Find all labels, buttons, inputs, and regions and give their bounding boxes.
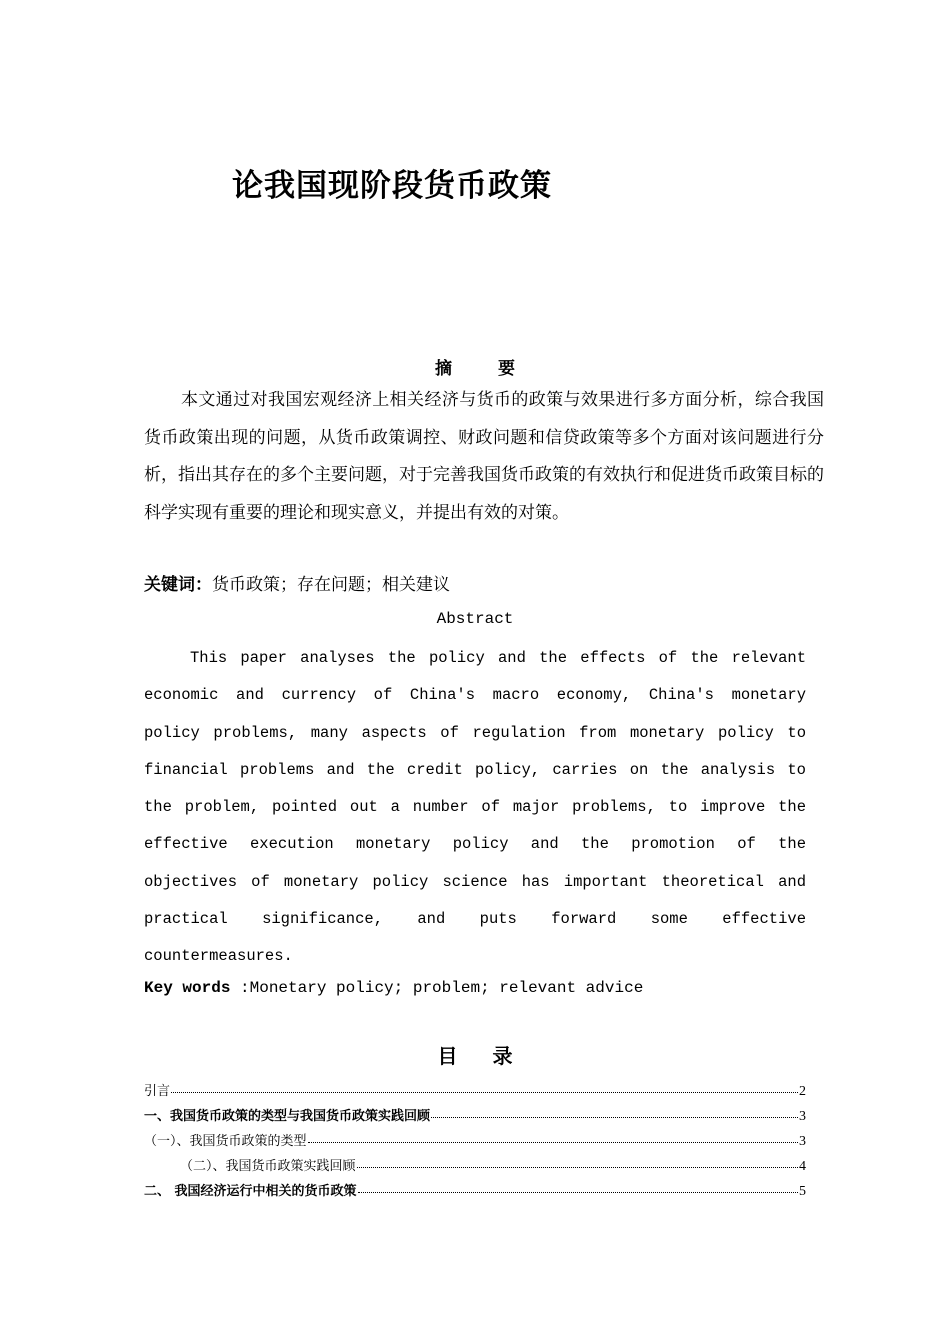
toc-entry-section-1-2[interactable]: [144, 1155, 806, 1180]
toc-entry-page: 5: [799, 1184, 806, 1199]
keywords-cn-value: 货币政策；存在问题；相关建议: [212, 575, 450, 595]
toc-leader-dots: [171, 1092, 798, 1093]
keywords-en-value: :Monetary policy; problem; relevant advice: [230, 979, 644, 997]
keywords-en-label: Key words: [144, 979, 231, 997]
toc-leader-dots: [357, 1167, 798, 1168]
document-title: 论我国现阶段货币政策: [232, 168, 552, 204]
toc-leader-dots: [431, 1117, 798, 1118]
toc-entry-text: （一）、我国货币政策的类型: [144, 1134, 307, 1149]
toc-entry-chapter-2[interactable]: [144, 1180, 806, 1205]
toc-entry-text: 二、 我国经济运行中相关的货币政策: [144, 1184, 357, 1199]
toc-heading: 目 录: [437, 1044, 527, 1068]
toc-entry-page: 3: [799, 1134, 806, 1149]
toc-entry-text: 一、我国货币政策的类型与我国货币政策实践回顾: [144, 1109, 431, 1124]
toc-entry-intro[interactable]: [144, 1080, 806, 1105]
keywords-cn-label: 关键词：: [144, 575, 212, 595]
toc-entry-page: 3: [799, 1109, 806, 1124]
table-of-contents: [144, 1080, 806, 1205]
abstract-en-body: This paper analyses the policy and the effects of the relevant economic and currency of China's macro economy, China's monetary policy problems, many aspects of regulation from monetary policy to financial problems and the credit policy, carries on the analysis to the problem, pointed out a number of major problems, to improve the effective execution monetary policy and the promotion of the objectives of monetary policy science has important theoretical and practical significance, and puts forward some effective countermeasures.: [144, 649, 806, 966]
keywords-cn: [144, 570, 450, 600]
abstract-en-heading: Abstract: [436, 610, 514, 628]
abstract-cn-body: 本文通过对我国宏观经济上相关经济与货币的政策与效果进行多方面分析，综合我国货币政策出现的问题，从货币政策调控、财政问题和信贷政策等多个方面对该问题进行分析，指出其存在的多个主要问题，对于完善我国货币政策的有效执行和促进货币政策目标的科学实现有重要的理论和现实意义，并提出有效的对策。: [144, 390, 824, 523]
toc-entry-page: 2: [799, 1084, 806, 1099]
toc-entry-text: （二）、我国货币政策实践回顾: [180, 1159, 356, 1174]
keywords-en: [144, 975, 643, 1001]
toc-leader-dots: [358, 1192, 798, 1193]
toc-entry-chapter-1[interactable]: [144, 1105, 806, 1130]
toc-leader-dots: [308, 1142, 798, 1143]
abstract-cn-heading: 摘 要: [435, 359, 535, 379]
toc-entry-page: 4: [799, 1159, 806, 1174]
toc-entry-text: 引言: [144, 1084, 171, 1099]
toc-entry-section-1-1[interactable]: [144, 1130, 806, 1155]
